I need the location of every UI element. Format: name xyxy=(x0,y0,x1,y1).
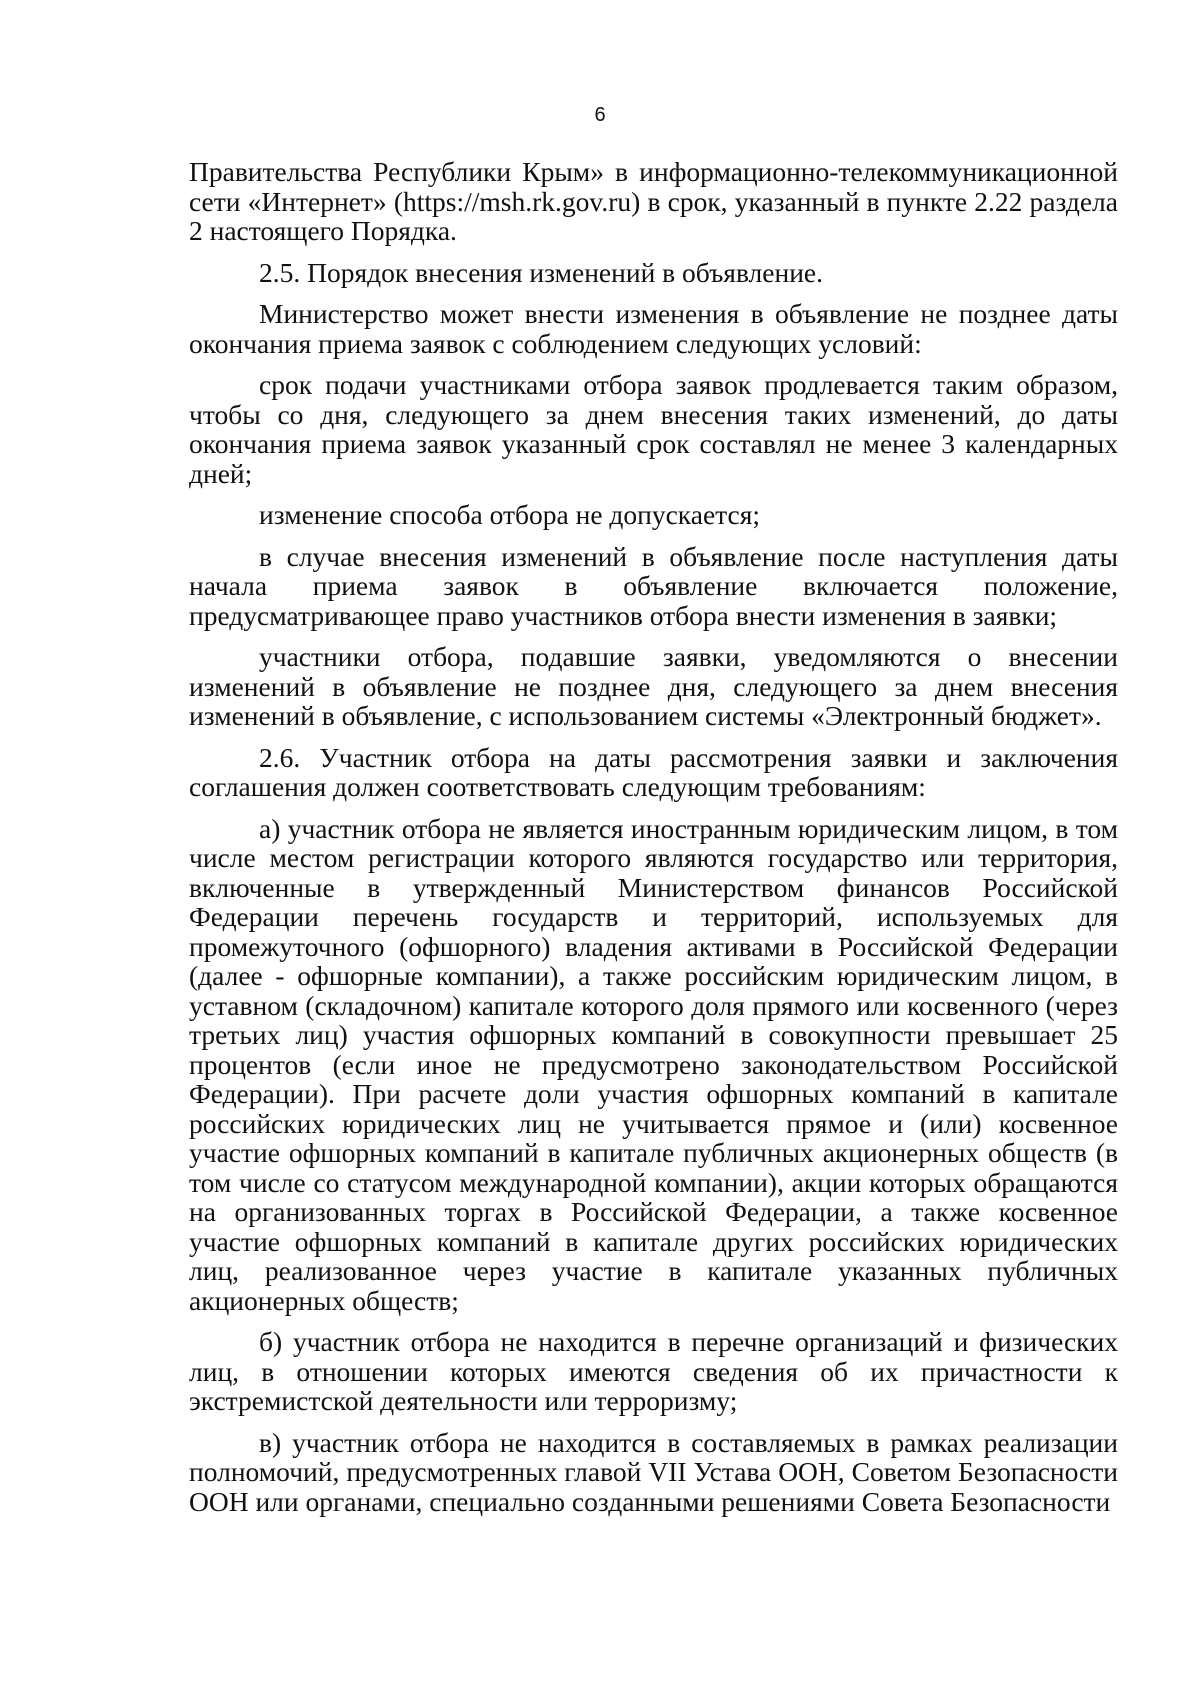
paragraph-section-2-6: 2.6. Участник отбора на даты рассмотрения заявки и заключения соглашения должен соответствовать следующим требованиям: xyxy=(189,741,1118,802)
paragraph-method-change: изменение способа отбора не допускается; xyxy=(259,499,761,530)
paragraph-participants-notified: участники отбора, подавшие заявки, уведомляются о внесении изменений в объявление не позднее дня, следующего за днем внесения изменений в объявление, с использованием системы «Электронный бюджет». xyxy=(189,641,1118,731)
paragraph-continuation: Правительства Республики Крым» в информационно-телекоммуникационной сети «Интернет» (https://msh.rk.gov.ru) в срок, указанный в пункте 2.22 раздела 2 настоящего Порядка. xyxy=(189,156,1118,246)
paragraph-requirement-b: б) участник отбора не находится в перечне организаций и физических лиц, в отношении которых имеются сведения об их причастности к экстремистской деятельности или терроризму; xyxy=(189,1326,1118,1416)
paragraph-requirement-a: а) участник отбора не является иностранным юридическим лицом, в том числе местом регистрации которого являются государство или территория, включенные в утвержденный Министерством финансов Российской Федерации перечень государств и территорий, используемых для промежуточного (офшорного) владения активами в Российской Федерации (далее - офшорные компании), а также российским юридическим лицом, в уставном (складочном) капитале которого доля прямого или косвенного (через третьих лиц) участия офшорных компаний в совокупности превышает 25 процентов (если иное не предусмотрено законодательством Российской Федерации). При расчете доли участия офшорных компаний в капитале российских юридических лиц не учитывается прямое и (или) косвенное участие офшорных компаний в капитале публичных акционерных обществ (в том числе со статусом международной компании), акции которых обращаются на организованных торгах в Российской Федерации, а также косвенное участие офшорных компаний в капитале других российских юридических лиц, реализованное через участие в капитале указанных публичных акционерных обществ; xyxy=(189,812,1118,1316)
paragraph-changes-after-start: в случае внесения изменений в объявление после наступления даты начала приема заявок в объявление включается положение, предусматривающее право участников отбора внести изменения в заявки; xyxy=(189,540,1118,631)
paragraph-requirement-v: в) участник отбора не находится в составляемых в рамках реализации полномочий, предусмотренных главой VII Устава ООН, Советом Безопасности ООН или органами, специально созданными решениями Совета Безопасности xyxy=(189,1426,1118,1517)
paragraph-ministry-changes: Министерство может внести изменения в объявление не позднее даты окончания приема заявок с соблюдением следующих условий: xyxy=(189,298,1118,359)
document-body xyxy=(189,157,1118,1528)
page-number: 6 xyxy=(594,104,606,126)
paragraph-section-2-5-heading: 2.5. Порядок внесения изменений в объявление. xyxy=(259,256,824,288)
paragraph-deadline-extension: срок подачи участниками отбора заявок продлевается таким образом, чтобы со дня, следующего за днем внесения таких изменений, до даты окончания приема заявок указанный срок составлял не менее 3 календарных дней; xyxy=(189,369,1118,489)
